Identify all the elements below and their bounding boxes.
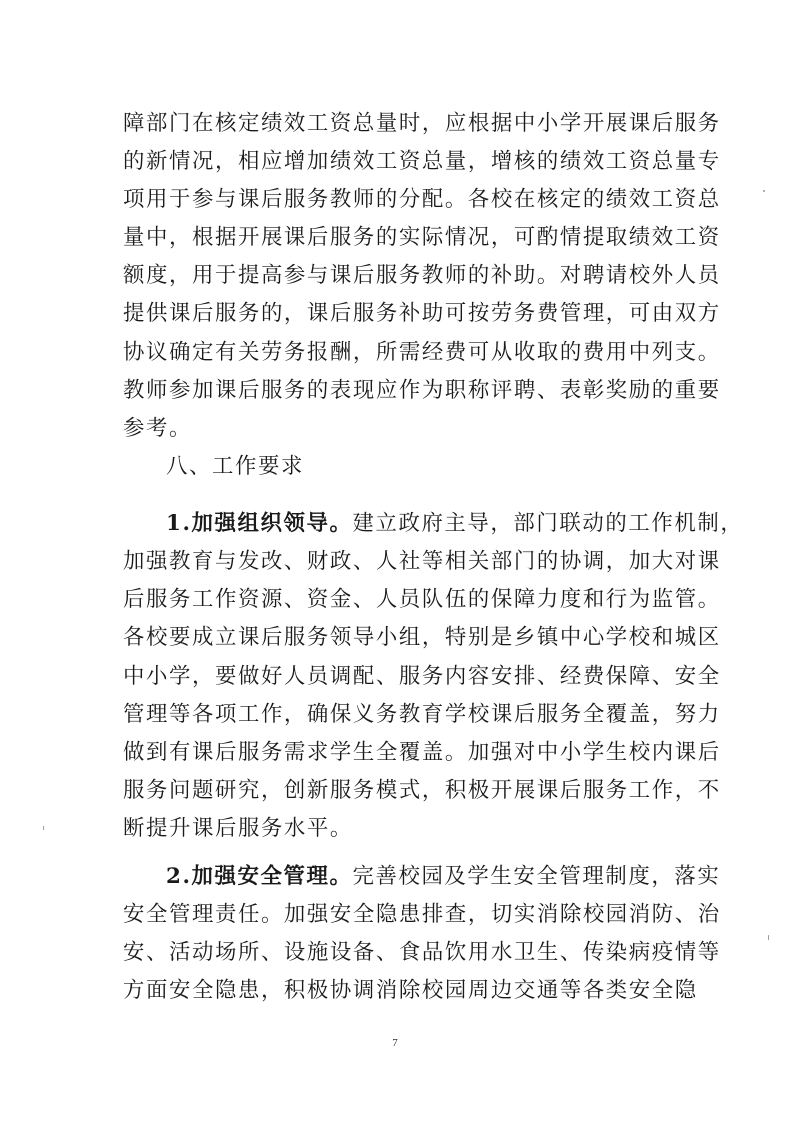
body-text-line: 做到有课后服务需求学生全覆盖。加强对中小学生校内课后 (123, 740, 721, 765)
paragraph-first-line (166, 505, 744, 543)
body-text-line: 安、活动场所、设施设备、食品饮用水卫生、传染病疫情等 (123, 940, 721, 965)
body-text-line: 项用于参与课后服务教师的分配。各校在核定的绩效工资总 (123, 187, 721, 212)
paragraph-lead: 1.加强组织领导。 (166, 511, 353, 536)
body-text-line: 后服务工作资源、资金、人员队伍的保障力度和行为监管。 (123, 587, 721, 612)
body-text-line: 提供课后服务的，课后服务补助可按劳务费管理，可由双方 (123, 301, 721, 326)
paragraph-lead: 2.加强安全管理。 (166, 864, 353, 889)
scan-speck (763, 190, 765, 192)
section-heading: 八、工作要求 (166, 454, 304, 479)
body-text-line: 加强教育与发改、财政、人社等相关部门的协调，加大对课 (123, 549, 721, 574)
scan-speck (43, 826, 44, 830)
body-text-line: 中小学，要做好人员调配、服务内容安排、经费保障、安全 (123, 664, 721, 689)
body-text-line: 参考。 (123, 416, 192, 441)
body-text-line: 障部门在核定绩效工资总量时，应根据中小学开展课后服务 (123, 111, 721, 136)
paragraph-text: 建立政府主导，部门联动的工作机制， (352, 511, 744, 536)
body-text-line: 管理等各项工作，确保义务教育学校课后服务全覆盖，努力 (123, 702, 721, 727)
page-number: 7 (392, 1037, 398, 1049)
paragraph-text: 完善校园及学生安全管理制度，落实 (352, 864, 721, 889)
body-text-line: 各校要成立课后服务领导小组，特别是乡镇中心学校和城区 (123, 625, 721, 650)
body-text-line: 协议确定有关劳务报酬，所需经费可从收取的费用中列支。 (123, 340, 721, 365)
body-text-line: 断提升课后服务水平。 (123, 816, 353, 841)
body-text-line: 安全管理责任。加强安全隐患排查，切实消除校园消防、治 (123, 902, 721, 927)
body-text-line: 方面安全隐患，积极协调消除校园周边交通等各类安全隐 (123, 978, 698, 1003)
body-text-line: 额度，用于提高参与课后服务教师的补助。对聘请校外人员 (123, 263, 721, 288)
scan-speck (768, 935, 769, 940)
body-text-line: 的新情况，相应增加绩效工资总量，增核的绩效工资总量专 (123, 149, 721, 174)
body-text-line: 教师参加课后服务的表现应作为职称评聘、表彰奖励的重要 (123, 378, 721, 403)
body-text-line: 量中，根据开展课后服务的实际情况，可酌情提取绩效工资 (123, 225, 721, 250)
paragraph-first-line (166, 858, 721, 896)
body-text-line: 服务问题研究，创新服务模式，积极开展课后服务工作，不 (123, 778, 721, 803)
